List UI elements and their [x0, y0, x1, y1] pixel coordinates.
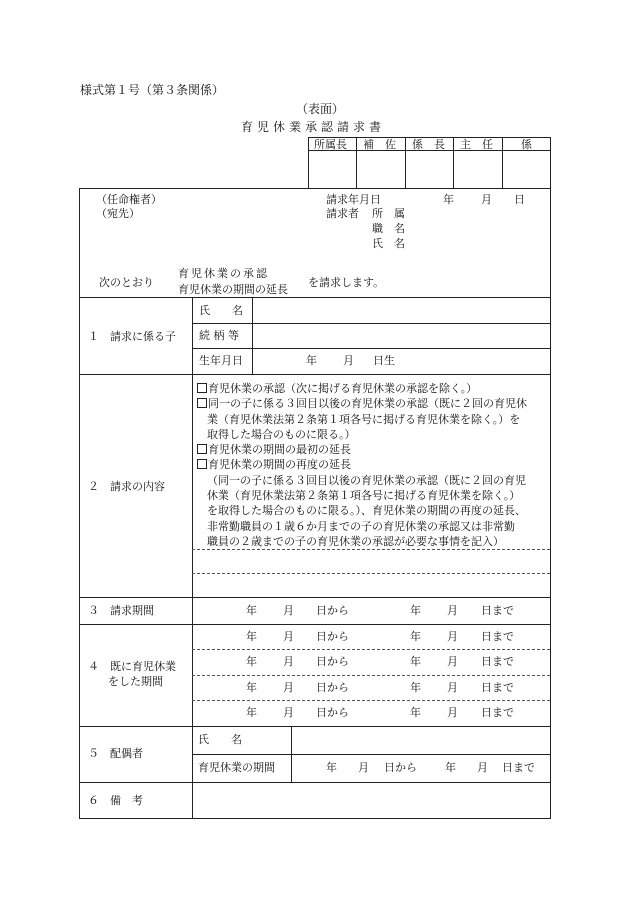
section4-label-line1: ４ 既に育児休業	[88, 660, 176, 673]
period-start-day: 日から	[316, 604, 349, 617]
approval-header-senior: 主 任	[460, 138, 493, 151]
request-content-list	[197, 381, 527, 549]
request-line-prefix: 次のとおり	[99, 276, 154, 289]
period-start-month: 月	[283, 604, 294, 617]
reason-note-line3: を取得した場合のものに限る。）、育児休業の期間の再度の延長、	[207, 504, 526, 518]
option-approval-row[interactable]: 育児休業の承認（次に掲げる育児休業の承認を除く。）	[197, 381, 527, 396]
option-first-extension-row[interactable]: 育児休業の期間の最初の延長	[197, 442, 527, 457]
section4-label-line2: をした期間	[108, 675, 163, 688]
child-birth-year: 年	[306, 354, 317, 367]
requester-name-label: 氏 名	[372, 237, 405, 250]
option-third-approval-cont2: 取得した場合のものに限る。）	[207, 427, 356, 441]
request-option-extension: 育児休業の期間の延長	[178, 283, 288, 296]
form-title: 育児休業承認請求書	[241, 120, 386, 134]
checkbox-icon[interactable]	[197, 444, 207, 454]
reason-note-line5: 職員の２歳までの子の育児休業の承認が必要な事情を記入）	[207, 534, 504, 548]
option-re-extension-row[interactable]: 育児休業の期間の再度の延長	[197, 457, 527, 472]
request-date-year: 年	[443, 193, 454, 206]
requester-label: 請求者	[326, 207, 359, 220]
approval-header-staff: 係	[521, 138, 532, 151]
request-option-approval: 育児休業の承認	[178, 267, 269, 280]
child-name-label: 氏 名	[199, 304, 243, 317]
child-relation-label: 続 柄 等	[199, 329, 239, 342]
form-side-label: （表面）	[296, 102, 345, 116]
option-third-approval-cont1: 業（育児休業法第２条第１項各号に掲げる育児休業を除く。）を	[207, 412, 521, 426]
section2-label: ２ 請求の内容	[88, 480, 165, 493]
period-end-day: 日まで	[481, 604, 514, 617]
spouse-leave-period-label: 育児休業の期間	[198, 761, 275, 774]
spouse-start-year: 年	[326, 761, 337, 774]
spouse-start-month: 月	[358, 761, 369, 774]
requester-affiliation-label: 所 属	[372, 207, 405, 220]
spouse-end-month: 月	[477, 761, 488, 774]
approval-header-chief: 係 長	[412, 138, 445, 151]
child-birth-label: 生年月日	[199, 354, 243, 367]
appointing-authority-label: （任命権者）	[96, 193, 162, 206]
child-birth-month: 月	[343, 354, 354, 367]
form-id: 様式第１号（第３条関係）	[80, 83, 225, 97]
spouse-end-year: 年	[445, 761, 456, 774]
request-date-label: 請求年月日	[326, 193, 381, 206]
section1-label: １ 請求に係る子	[88, 330, 176, 343]
spouse-end-day: 日まで	[502, 761, 535, 774]
checkbox-icon[interactable]	[197, 398, 207, 408]
addressee-label: （宛先）	[96, 207, 140, 220]
period-end-year: 年	[410, 604, 421, 617]
spouse-name-label: 氏 名	[198, 733, 242, 746]
period-end-month: 月	[447, 604, 458, 617]
section3-label: ３ 請求期間	[88, 604, 154, 617]
approval-header-assistant: 補 佐	[363, 138, 396, 151]
approval-header-director: 所属長	[314, 138, 347, 151]
reason-note-line1: （同一の子に係る３回目以後の育児休業の承認（既に２回の育児	[207, 473, 526, 487]
option-third-approval-row[interactable]: 同一の子に係る３回目以後の育児休業の承認（既に２回の育児休	[197, 396, 527, 411]
child-birth-suffix: 日生	[373, 354, 395, 367]
section6-label: ６ 備 考	[88, 794, 143, 807]
checkbox-icon[interactable]	[197, 383, 207, 393]
request-date-day: 日	[514, 193, 525, 206]
reason-note-line2: 休業（育児休業法第２条第１項各号に掲げる育児休業を除く。）	[207, 489, 521, 503]
request-line-suffix: を請求します。	[308, 276, 385, 289]
spouse-start-day: 日から	[384, 761, 417, 774]
section5-label: ５ 配偶者	[88, 747, 143, 760]
requester-position-label: 職 名	[372, 222, 405, 235]
reason-note-line4: 非常勤職員の１歳６か月までの子の育児休業の承認又は非常勤	[207, 519, 515, 533]
request-date-month: 月	[481, 193, 492, 206]
checkbox-icon[interactable]	[197, 459, 207, 469]
period-start-year: 年	[246, 604, 257, 617]
